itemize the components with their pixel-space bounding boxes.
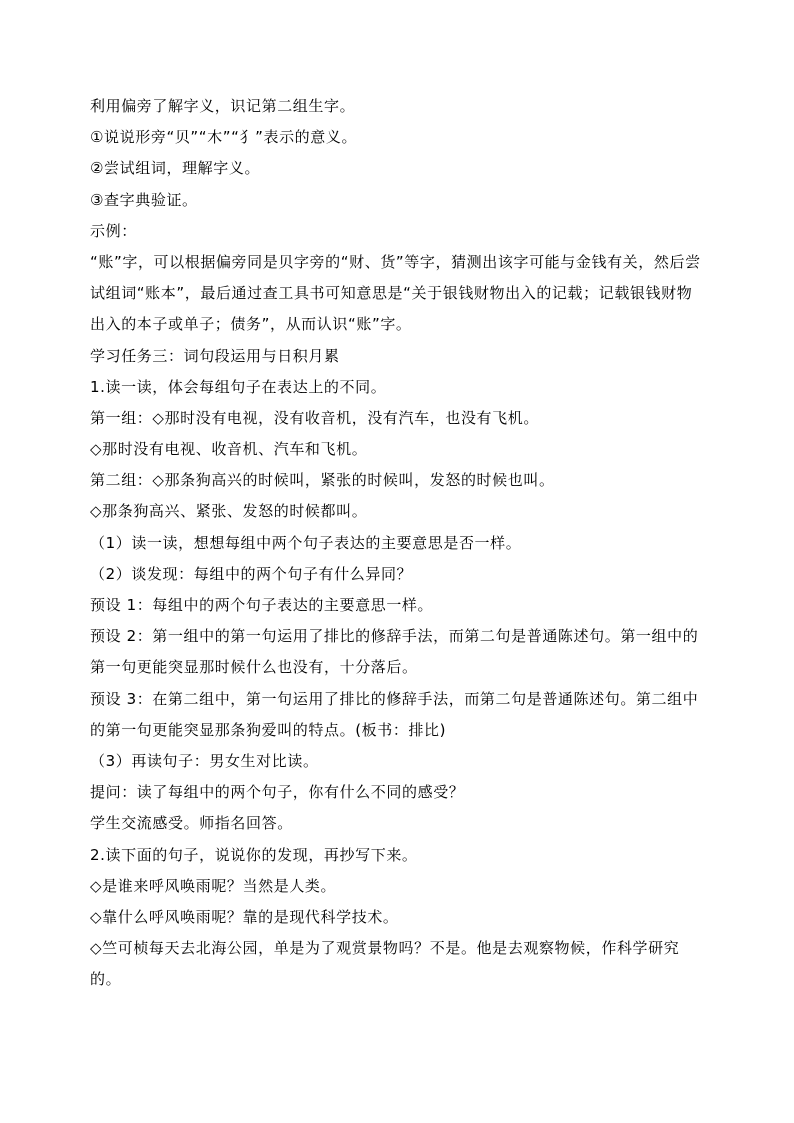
group-2-sentence-b: ◇那条狗高兴、紧张、发怒的时候都叫。 [90,502,368,521]
sentence-2: ◇靠什么呼风唤雨呢？靠的是现代科学技术。 [90,907,399,926]
list-item-3: ③查字典验证。 [90,190,198,209]
sub-step-2: （2）谈发现：每组中的两个句子有什么异同？ [90,564,413,583]
example-label: 示例： [90,221,137,240]
group-1-sentence-a: 第一组：◇那时没有电视，没有收音机，没有汽车，也没有飞机。 [90,408,539,427]
preset-3: 预设 3：在第二组中，第一句运用了排比的修辞手法，而第二句是普通陈述句。第二组中的第一句更能突显那条狗爱叫的特点。(板书：排比) [90,689,699,739]
preset-2: 预设 2：第一组中的第一句运用了排比的修辞手法，而第二句是普通陈述句。第一组中的第一句更能突显那时候什么也没有，十分落后。 [90,627,699,677]
step-2: 2.读下面的句子，说说你的发现，再抄写下来。 [90,845,418,864]
preset-1: 预设 1：每组中的两个句子表达的主要意思一样。 [90,596,434,615]
sentence-3: ◇竺可桢每天去北海公园，单是为了观赏景物吗？不是。他是去观察物候，作科学研究的。 [90,939,680,989]
example-paragraph: “账”字，可以根据偏旁同是贝字旁的“财、货”等字，猜测出该字可能与金钱有关，然后尝试组词“账本”，最后通过查工具书可知意思是“关于银钱财物出入的记载；记载银钱财物出入的本子或单子；债务”，从而认识“账”字。 [90,252,701,334]
document-page [90,91,705,996]
paragraph-intro: 利用偏旁了解字义，识记第二组生字。 [90,97,356,115]
student-exchange: 学生交流感受。师指名回答。 [90,814,293,833]
group-1-sentence-b: ◇那时没有电视、收音机、汽车和飞机。 [90,440,368,459]
sentence-1: ◇是谁来呼风唤雨呢？当然是人类。 [90,876,337,895]
list-item-2: ②尝试组词，理解字义。 [90,159,261,178]
step-1: 1.读一读，体会每组句子在表达上的不同。 [90,377,387,396]
question: 提问：读了每组中的两个句子，你有什么不同的感受？ [90,783,465,802]
list-item-1: ①说说形旁“贝”“木”“犭”表示的意义。 [90,128,358,147]
task-heading: 学习任务三：词句段运用与日积月累 [90,346,340,365]
sub-step-1: （1）读一读，想想每组中两个句子表达的主要意思是否一样。 [90,533,522,552]
sub-step-3: （3）再读句子：男女生对比读。 [90,752,319,771]
group-2-sentence-a: 第二组：◇那条狗高兴的时候叫，紧张的时候叫，发怒的时候也叫。 [90,471,555,490]
